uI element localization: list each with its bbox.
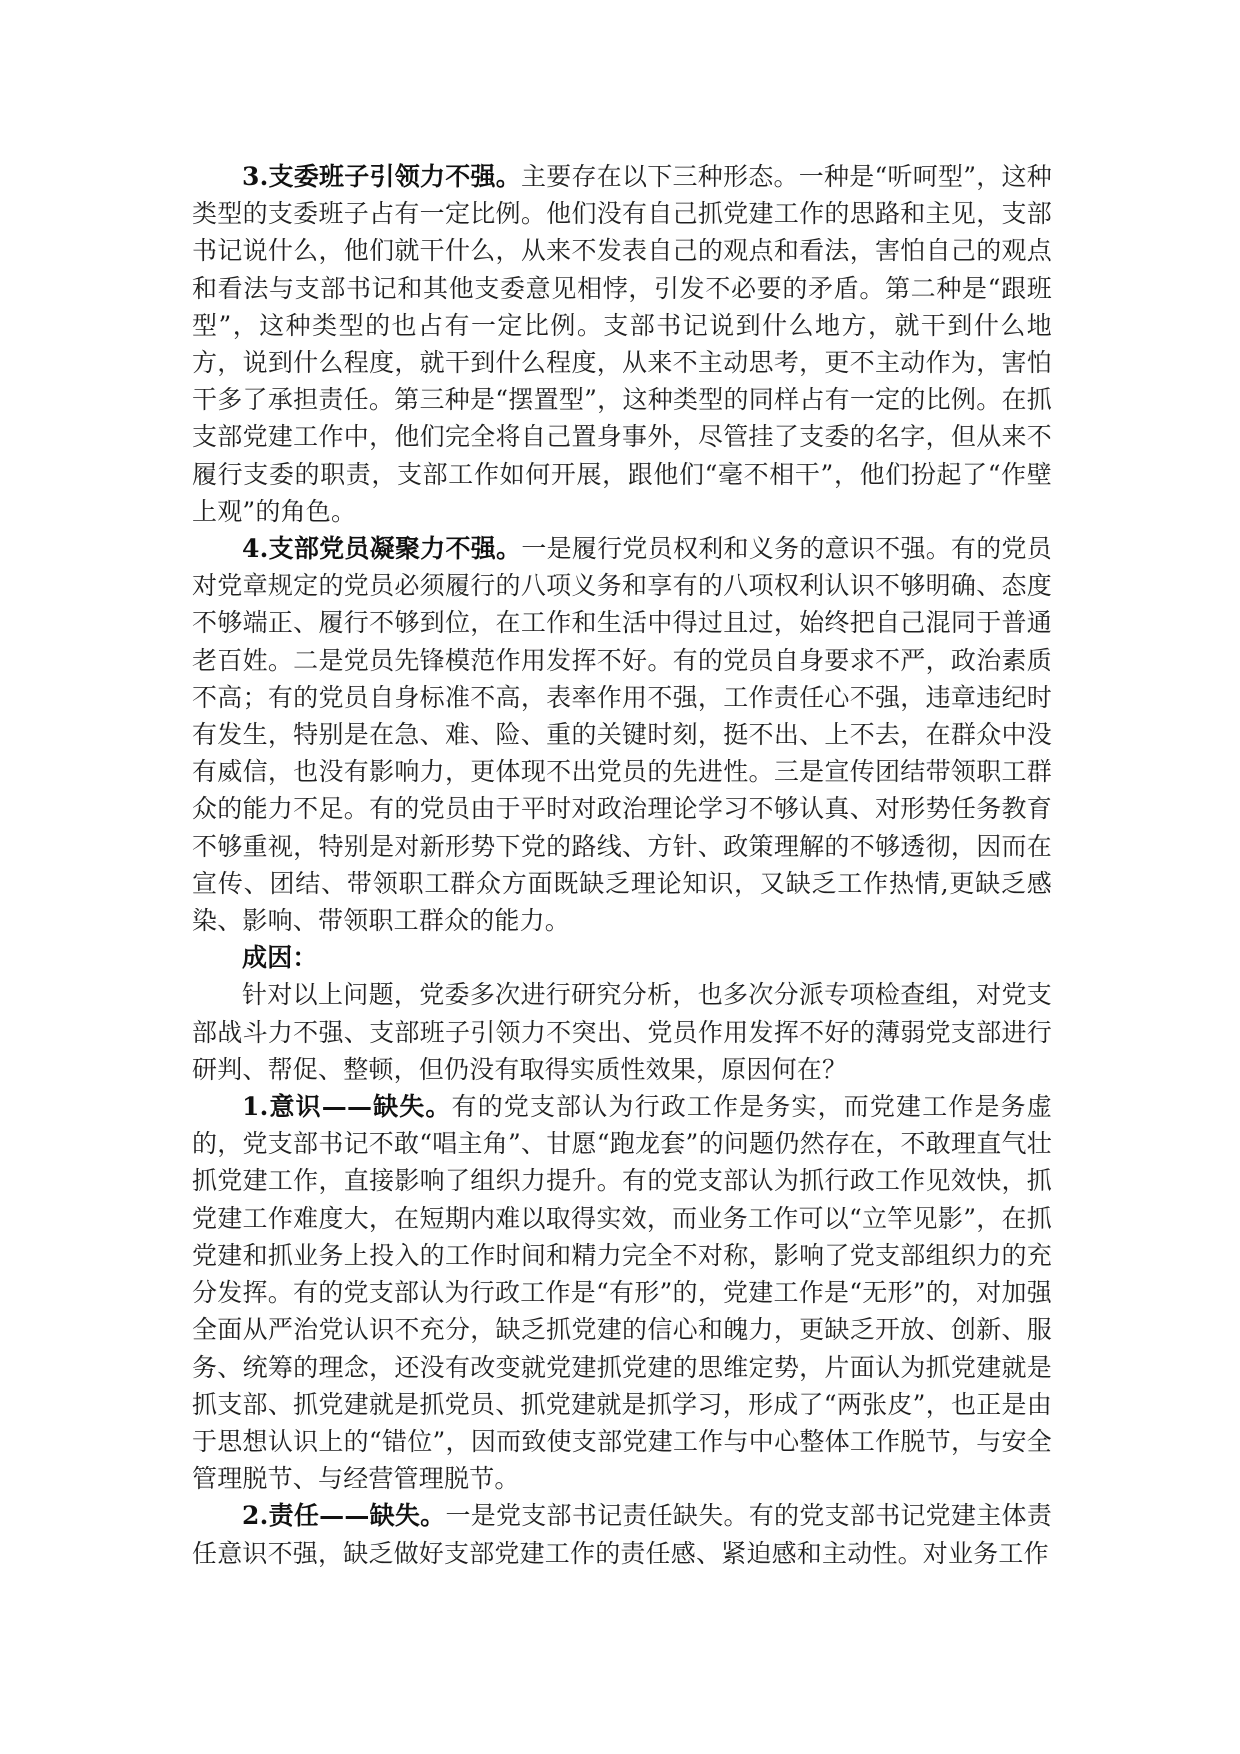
cause-body-2: 一是党支部书记责任缺失。有的党支部书记党建主体责任意识不强，缺乏做好支部党建工作的责任感、紧迫感和主动性。对业务工作 [192,1501,1052,1568]
paragraph-body-3: 主要存在以下三种形态。一种是“听呵型”，这种类型的支委班子占有一定比例。他们没有自己抓党建工作的思路和主见，支部书记说什么，他们就干什么，从来不发表自己的观点和看法，害怕自己的观点和看法与支部书记和其他支委意见相悖，引发不必要的矛盾。第二种是“跟班型”，这种类型的也占有一定比例。支部书记说到什么地方，就干到什么地方，说到什么程度，就干到什么程度，从来不主动思考，更不主动作为，害怕干多了承担责任。第三种是“摆置型”，这种类型的同样占有一定的比例。在抓支部党建工作中，他们完全将自己置身事外，尽管挂了支委的名字，但从来不履行支委的职责，支部工作如何开展，跟他们“毫不相干”，他们扮起了“作壁上观”的角色。 [192,162,1052,526]
paragraph-awareness [192,1088,1052,1497]
paragraph-responsibility [192,1497,1052,1571]
cause-intro: 针对以上问题，党委多次进行研究分析，也多次分派专项检查组，对党支部战斗力不强、支部班子引领力不突出、党员作用发挥不好的薄弱党支部进行研判、帮促、整顿，但仍没有取得实质性效果，原因何在？ [192,980,1052,1084]
paragraph-party-members [192,530,1052,939]
paragraph-support-committee [192,158,1052,530]
document-page [192,158,1052,1572]
cause-heading: 成因： [242,943,318,973]
cause-lead-1: 1.意识——缺失。 [242,1092,452,1122]
cause-lead-2: 2.责任——缺失。 [242,1501,446,1531]
paragraph-lead-3: 3.支委班子引领力不强。 [242,162,522,191]
paragraph-lead-4: 4.支部党员凝聚力不强。 [242,534,522,564]
cause-body-1: 有的党支部认为行政工作是务实，而党建工作是务虚的，党支部书记不敢“唱主角”、甘愿“跑龙套”的问题仍然存在，不敢理直气壮抓党建工作，直接影响了组织力提升。有的党支部认为抓行政工作见效快，抓党建工作难度大，在短期内难以取得实效，而业务工作可以“立竿见影”，在抓党建和抓业务上投入的工作时间和精力完全不对称，影响了党支部组织力的充分发挥。有的党支部认为行政工作是“有形”的，党建工作是“无形”的，对加强全面从严治党认识不充分，缺乏抓党建的信心和魄力，更缺乏开放、创新、服务、统筹的理念，还没有改变就党建抓党建的思维定势，片面认为抓党建就是抓支部、抓党建就是抓党员、抓党建就是抓学习，形成了“两张皮”，也正是由于思想认识上的“错位”，因而致使支部党建工作与中心整体工作脱节，与安全管理脱节、与经营管理脱节。 [192,1092,1052,1494]
paragraph-body-4: 一是履行党员权利和义务的意识不强。有的党员对党章规定的党员必须履行的八项义务和享有的八项权利认识不够明确、态度不够端正、履行不够到位，在工作和生活中得过且过，始终把自己混同于普通老百姓。二是党员先锋模范作用发挥不好。有的党员自身要求不严，政治素质不高；有的党员自身标准不高，表率作用不强，工作责任心不强，违章违纪时有发生，特别是在急、难、险、重的关键时刻，挺不出、上不去，在群众中没有威信，也没有影响力，更体现不出党员的先进性。三是宣传团结带领职工群众的能力不足。有的党员由于平时对政治理论学习不够认真、对形势任务教育不够重视，特别是对新形势下党的路线、方针、政策理解的不够透彻，因而在宣传、团结、带领职工群众方面既缺乏理论知识，又缺乏工作热情,更缺乏感染、影响、带领职工群众的能力。 [192,534,1053,936]
